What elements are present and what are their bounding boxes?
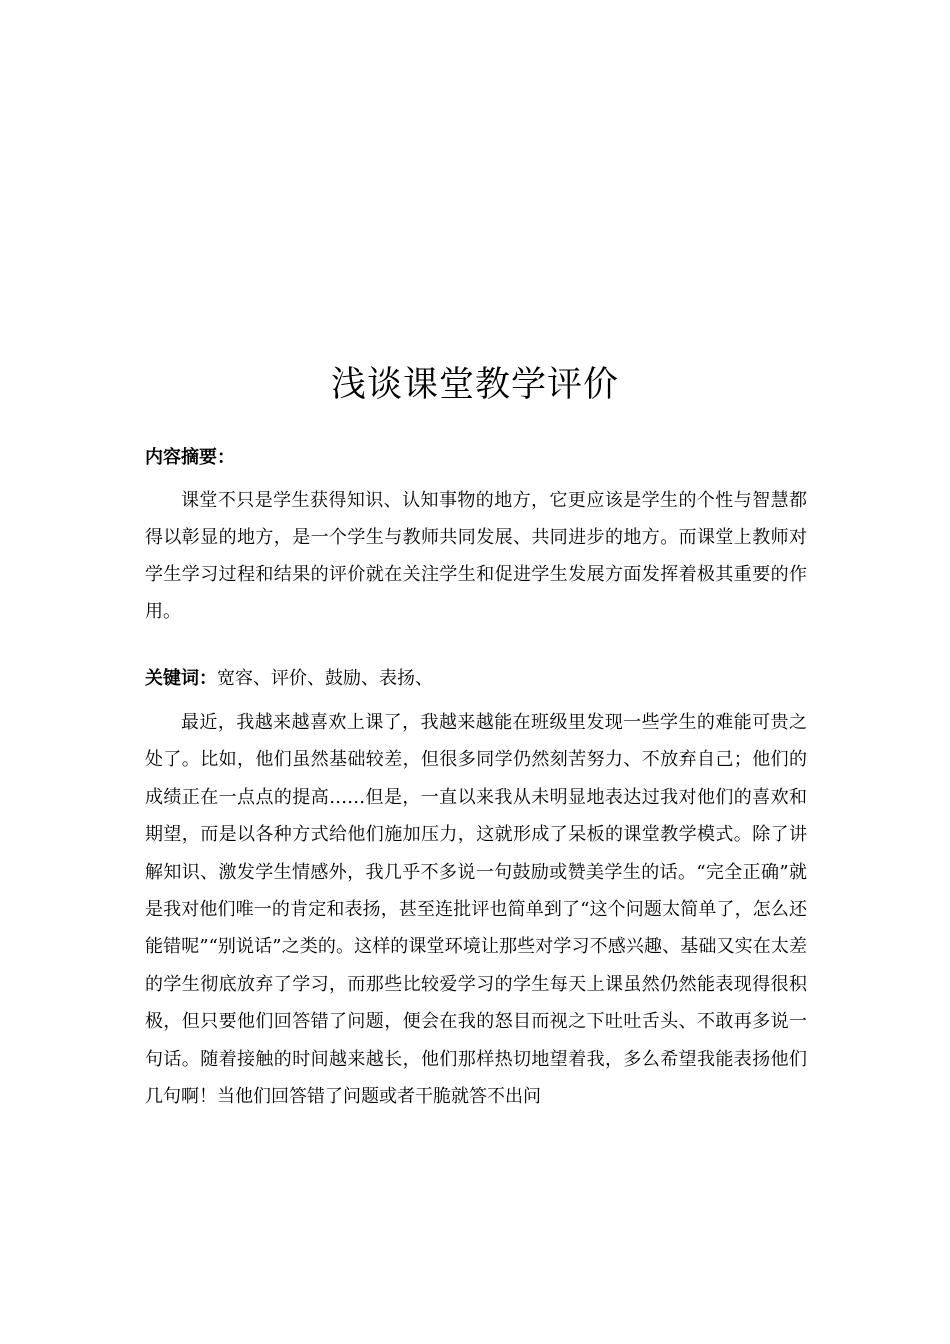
- abstract-paragraph: 课堂不只是学生获得知识、认知事物的地方，它更应该是学生的个性与智慧都得以彰显的地方，是一个学生与教师共同发展、共同进步的地方。而课堂上教师对学生学习过程和结果的评价就在关注学生和促进学生发展方面发挥着极其重要的作用。: [145, 490, 807, 622]
- document-title: 浅谈课堂教学评价: [330, 365, 619, 405]
- keywords-text: 宽容、评价、鼓励、表扬、: [217, 668, 433, 689]
- abstract-label: 内容摘要：: [145, 447, 235, 468]
- keywords-line: [145, 660, 807, 697]
- body-paragraph: 最近，我越来越喜欢上课了，我越来越能在班级里发现一些学生的难能可贵之处了。比如，他们虽然基础较差，但很多同学仍然刻苦努力、不放弃自己；他们的成绩正在一点点的提高……但是，一直以来我从未明显地表达过我对他们的喜欢和期望，而是以各种方式给他们施加压力，这就形成了呆板的课堂教学模式。除了讲解知识、激发学生情感外，我几乎不多说一句鼓励或赞美学生的话。“完全正确”就是我对他们唯一的肯定和表扬，甚至连批评也简单到了“这个问题太简单了，怎么还能错呢”“别说话”之类的。这样的课堂环境让那些对学习不感兴趣、基础又实在太差的学生彻底放弃了学习，而那些比较爱学习的学生每天上课虽然仍然能表现得很积极，但只要他们回答错了问题，便会在我的怒目而视之下吐吐舌头、不敢再多说一句话。随着接触的时间越来越长，他们那样热切地望着我，多么希望我能表扬他们几句啊！当他们回答错了问题或者干脆就答不出问: [145, 712, 807, 1108]
- keywords-label: 关键词：: [145, 668, 217, 689]
